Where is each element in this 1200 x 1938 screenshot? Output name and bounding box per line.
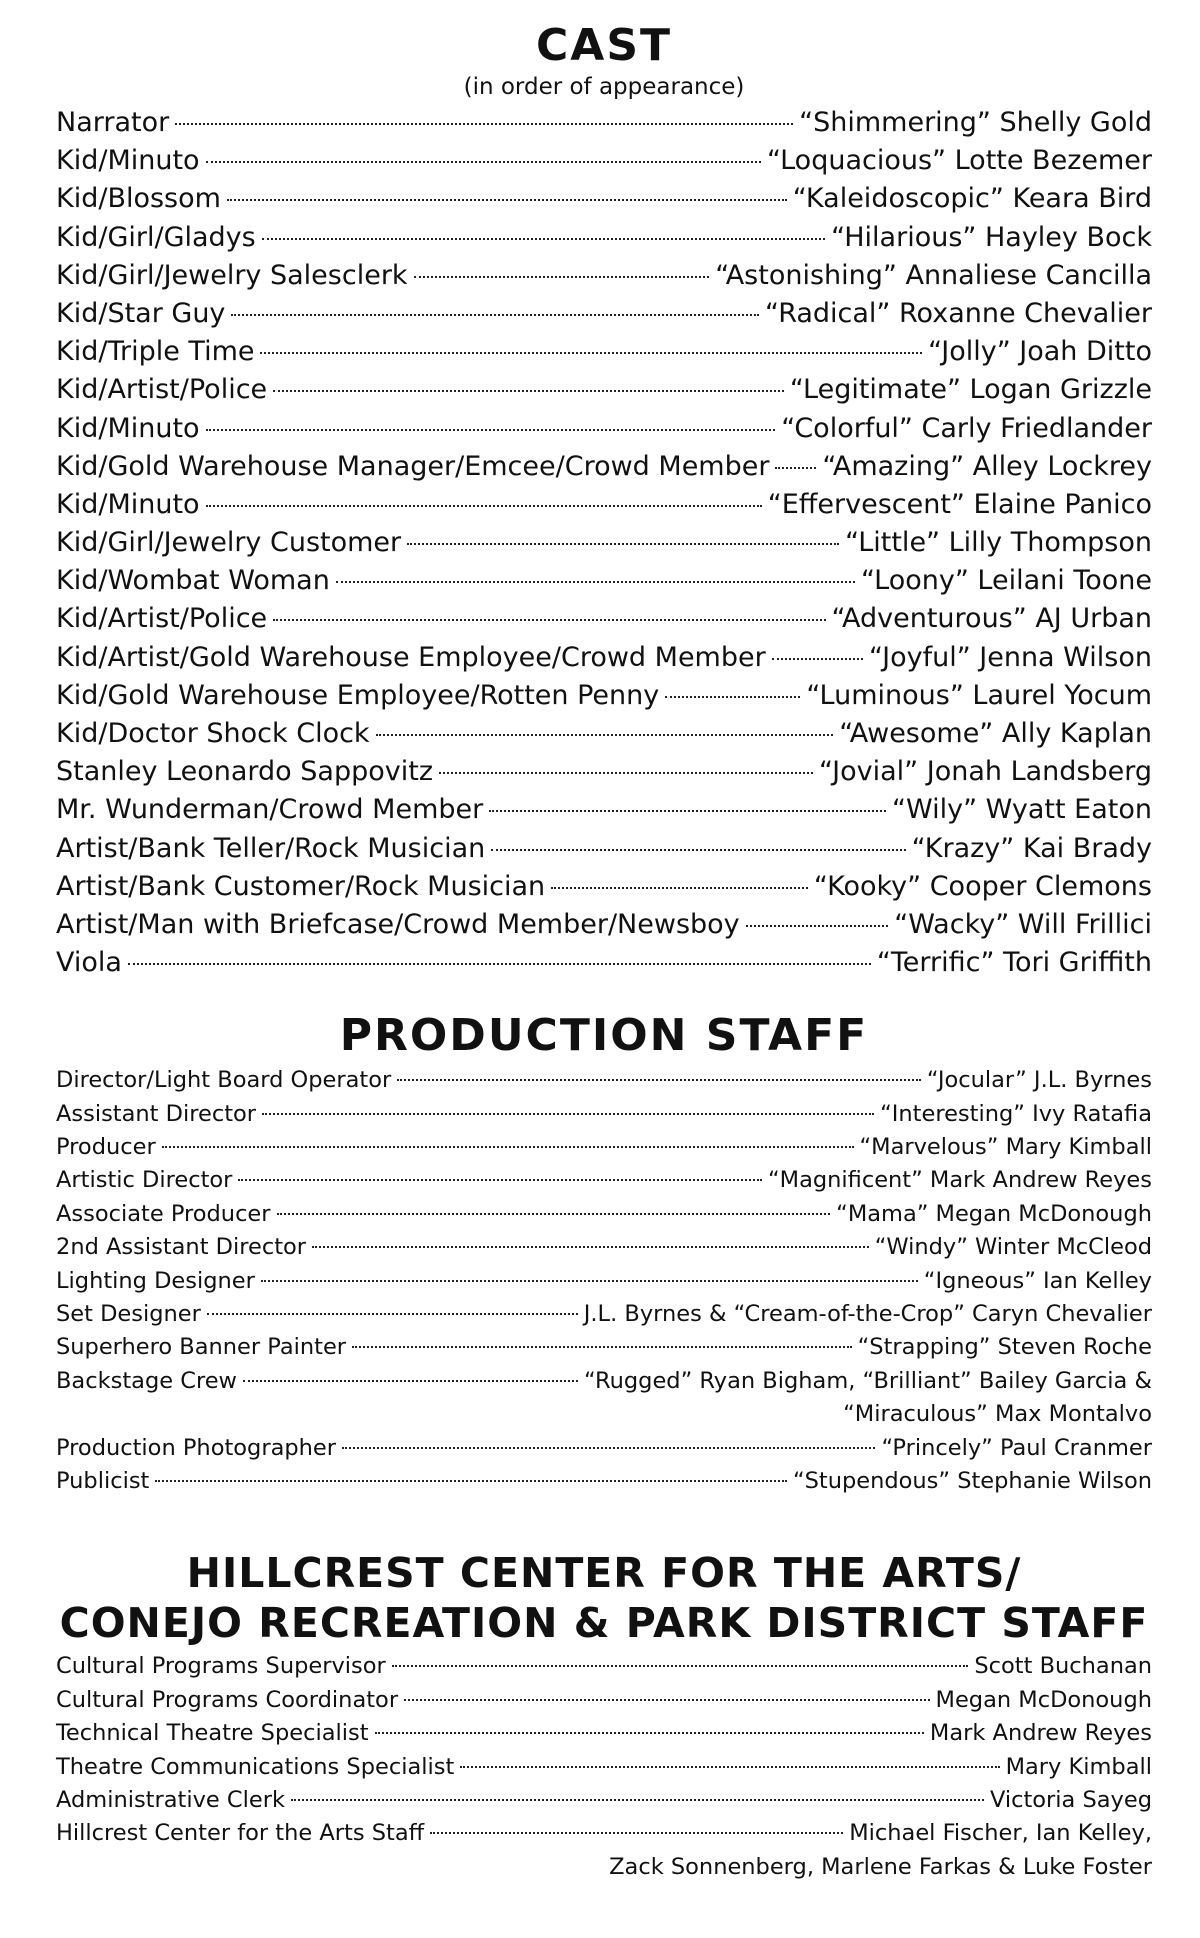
hillcrest-staff-heading	[56, 1548, 1152, 1648]
performer-name: “Mama” Megan McDonough	[836, 1200, 1152, 1227]
role-label: Artist/Bank Customer/Rock Musician	[56, 870, 546, 902]
staff-row	[56, 1751, 1152, 1784]
staff-row	[56, 1164, 1152, 1197]
dot-leader	[404, 1699, 929, 1701]
staff-row	[56, 1817, 1152, 1850]
dot-leader	[414, 276, 710, 278]
dot-leader	[489, 810, 886, 812]
performer-name: Victoria Sayeg	[989, 1786, 1152, 1813]
dot-leader	[207, 1313, 578, 1315]
role-label: Mr. Wunderman/Crowd Member	[56, 794, 484, 826]
name-continuation: Zack Sonnenberg, Marlene Farkas & Luke Foster	[609, 1853, 1152, 1880]
dot-leader	[206, 505, 762, 507]
staff-row	[56, 1717, 1152, 1750]
dot-leader	[291, 1799, 984, 1801]
dot-leader	[273, 619, 825, 621]
role-label: Theatre Communications Specialist	[56, 1753, 455, 1780]
role-label: Kid/Artist/Police	[56, 374, 268, 406]
role-label: Cultural Programs Supervisor	[56, 1653, 386, 1680]
role-label: Administrative Clerk	[56, 1786, 286, 1813]
staff-row	[56, 1198, 1152, 1231]
performer-name: Mary Kimball	[1005, 1753, 1152, 1780]
staff-row	[56, 1098, 1152, 1131]
cast-row	[56, 410, 1152, 448]
dot-leader	[312, 1246, 869, 1248]
performer-name: “Radical” Roxanne Chevalier	[765, 297, 1152, 329]
dot-leader	[775, 467, 816, 469]
performer-name: “Strapping” Steven Roche	[857, 1334, 1152, 1361]
performer-name: “Magnificent” Mark Andrew Reyes	[768, 1167, 1152, 1194]
cast-row	[56, 333, 1152, 371]
role-label: Artist/Man with Briefcase/Crowd Member/Newsboy	[56, 908, 740, 940]
performer-name: “Igneous” Ian Kelley	[923, 1267, 1152, 1294]
staff-row	[56, 1131, 1152, 1164]
cast-subtitle: (in order of appearance)	[463, 74, 745, 100]
role-label: Kid/Triple Time	[56, 336, 255, 368]
dot-leader	[430, 1832, 843, 1834]
role-label: Stanley Leonardo Sappovitz	[56, 756, 433, 788]
cast-row	[56, 524, 1152, 562]
cast-row	[56, 677, 1152, 715]
performer-name: “Astonishing” Annaliese Cancilla	[715, 259, 1152, 291]
performer-name: “Kooky” Cooper Clemons	[813, 870, 1152, 902]
cast-row	[56, 104, 1152, 142]
role-label: Kid/Girl/Jewelry Customer	[56, 527, 402, 559]
cast-row	[56, 142, 1152, 180]
hillcrest-heading-line1: HILLCREST CENTER FOR THE ARTS/	[186, 1549, 1022, 1598]
performer-name: “Legitimate” Logan Grizzle	[789, 374, 1152, 406]
dot-leader	[375, 1732, 924, 1734]
performer-name: Michael Fischer, Ian Kelley,	[849, 1820, 1152, 1847]
dot-leader	[238, 1179, 762, 1181]
dot-leader	[376, 734, 834, 736]
role-label: Production Photographer	[56, 1434, 336, 1461]
performer-name: “Interesting” Ivy Ratafia	[880, 1100, 1152, 1127]
role-label: 2nd Assistant Director	[56, 1234, 307, 1261]
role-label: Technical Theatre Specialist	[56, 1720, 369, 1747]
cast-row	[56, 830, 1152, 868]
cast-row	[56, 448, 1152, 486]
performer-name: “Adventurous” AJ Urban	[831, 603, 1152, 635]
role-label: Set Designer	[56, 1301, 201, 1328]
performer-name: “Loony” Leilani Toone	[860, 565, 1152, 597]
role-label: Publicist	[56, 1468, 150, 1494]
performer-name: Mark Andrew Reyes	[929, 1720, 1152, 1747]
performer-name: “Little” Lilly Thompson	[845, 527, 1152, 559]
performer-name: “Colorful” Carly Friedlander	[781, 412, 1152, 444]
performer-name: “Effervescent” Elaine Panico	[767, 488, 1152, 520]
role-label: Hillcrest Center for the Arts Staff	[56, 1820, 425, 1847]
role-label: Kid/Minuto	[56, 145, 200, 177]
cast-row	[56, 791, 1152, 829]
production-staff-heading: PRODUCTION STAFF	[339, 1010, 869, 1062]
cast-row	[56, 486, 1152, 524]
dot-leader	[227, 199, 787, 201]
hillcrest-staff-list	[56, 1650, 1152, 1884]
role-label: Viola	[56, 947, 122, 979]
staff-row	[56, 1265, 1152, 1298]
dot-leader	[665, 696, 800, 698]
performer-name: “Jocular” J.L. Byrnes	[926, 1067, 1152, 1094]
role-label: Associate Producer	[56, 1200, 271, 1227]
staff-row	[56, 1064, 1152, 1097]
dot-leader	[491, 849, 905, 851]
role-label: Kid/Star Guy	[56, 297, 226, 329]
performer-name: “Jolly” Joah Ditto	[928, 336, 1152, 368]
dot-leader	[392, 1665, 969, 1667]
dot-leader	[352, 1346, 852, 1348]
dot-leader	[206, 161, 761, 163]
cast-row	[56, 180, 1152, 218]
dot-leader	[128, 963, 871, 965]
performer-name: “Joyful” Jenna Wilson	[868, 641, 1152, 673]
cast-list	[56, 104, 1152, 982]
staff-row	[56, 1432, 1152, 1465]
cast-row	[56, 639, 1152, 677]
role-label: Kid/Girl/Gladys	[56, 221, 256, 253]
staff-row	[56, 1331, 1152, 1364]
role-label: Kid/Artist/Police	[56, 603, 268, 635]
dot-leader	[261, 1280, 918, 1282]
role-label: Cultural Programs Coordinator	[56, 1686, 399, 1713]
performer-name: “Marvelous” Mary Kimball	[859, 1134, 1152, 1161]
performer-name: “Wacky” Will Frillici	[894, 908, 1152, 940]
role-label: Assistant Director	[56, 1100, 257, 1127]
dot-leader	[746, 925, 889, 927]
performer-name: “Amazing” Alley Lockrey	[822, 450, 1152, 482]
role-label: Kid/Gold Warehouse Manager/Emcee/Crowd Member	[56, 450, 770, 482]
performer-name: “Princely” Paul Cranmer	[881, 1434, 1152, 1461]
dot-leader	[772, 658, 863, 660]
staff-row	[56, 1650, 1152, 1683]
role-label: Director/Light Board Operator	[56, 1067, 392, 1094]
performer-name: “Stupendous” Stephanie Wilson	[792, 1468, 1152, 1494]
role-label: Backstage Crew	[56, 1367, 237, 1394]
role-label: Kid/Artist/Gold Warehouse Employee/Crowd Member	[56, 641, 766, 673]
name-continuation: “Miraculous” Max Montalvo	[843, 1401, 1152, 1428]
role-label: Kid/Wombat Woman	[56, 565, 330, 597]
dot-leader	[277, 1213, 831, 1215]
performer-name: Scott Buchanan	[974, 1653, 1152, 1680]
performer-name: “Wily” Wyatt Eaton	[892, 794, 1152, 826]
performer-name: “Jovial” Jonah Landsberg	[819, 756, 1152, 788]
dot-leader	[262, 238, 825, 240]
performer-name: “Loquacious” Lotte Bezemer	[766, 145, 1152, 177]
dot-leader	[336, 581, 855, 583]
performer-name: Megan McDonough	[935, 1686, 1152, 1713]
dot-leader	[155, 1480, 787, 1482]
cast-heading: CAST	[535, 20, 673, 71]
role-label: Kid/Blossom	[56, 183, 221, 215]
role-label: Kid/Gold Warehouse Employee/Rotten Penny	[56, 679, 660, 711]
role-label: Artist/Bank Teller/Rock Musician	[56, 832, 486, 864]
dot-leader	[243, 1380, 578, 1382]
dot-leader	[273, 390, 784, 392]
dot-leader	[342, 1447, 875, 1449]
cast-row	[56, 944, 1152, 982]
dot-leader	[162, 1146, 854, 1148]
program-page	[56, 20, 1152, 1884]
role-label: Narrator	[56, 107, 170, 138]
cast-row	[56, 868, 1152, 906]
cast-row	[56, 219, 1152, 257]
role-label: Kid/Minuto	[56, 412, 200, 444]
staff-row	[56, 1231, 1152, 1264]
performer-name: “Rugged” Ryan Bigham, “Brilliant” Bailey Garcia &	[584, 1367, 1152, 1394]
cast-row	[56, 295, 1152, 333]
performer-name: J.L. Byrnes & “Cream-of-the-Crop” Caryn Chevalier	[583, 1301, 1152, 1328]
cast-row	[56, 371, 1152, 409]
role-label: Kid/Minuto	[56, 488, 200, 520]
dot-leader	[260, 352, 922, 354]
performer-name: “Terrific” Tori Griffith	[876, 947, 1152, 979]
performer-name: “Kaleidoscopic” Keara Bird	[792, 183, 1152, 215]
role-label: Producer	[56, 1134, 156, 1161]
hillcrest-heading-line2: CONEJO RECREATION & PARK DISTRICT STAFF	[59, 1599, 1149, 1648]
role-label: Kid/Doctor Shock Clock	[56, 718, 370, 749]
role-label: Lighting Designer	[56, 1267, 255, 1294]
cast-row	[56, 715, 1152, 753]
cast-row	[56, 600, 1152, 638]
performer-name: “Windy” Winter McCleod	[874, 1234, 1152, 1261]
performer-name: “Shimmering” Shelly Gold	[799, 107, 1152, 138]
performer-name: “Hilarious” Hayley Bock	[831, 221, 1152, 253]
dot-leader	[551, 887, 808, 889]
dot-leader	[397, 1079, 921, 1081]
cast-row	[56, 257, 1152, 295]
cast-row	[56, 753, 1152, 791]
dot-leader	[175, 123, 793, 125]
role-label: Artistic Director	[56, 1167, 233, 1194]
dot-leader	[439, 772, 813, 774]
production-staff-list	[56, 1064, 1152, 1498]
performer-name: “Krazy” Kai Brady	[911, 832, 1152, 864]
cast-row	[56, 562, 1152, 600]
staff-row	[56, 1298, 1152, 1331]
dot-leader	[262, 1113, 874, 1115]
role-label: Superhero Banner Painter	[56, 1334, 347, 1361]
dot-leader	[206, 429, 776, 431]
staff-row	[56, 1784, 1152, 1817]
staff-row	[56, 1684, 1152, 1717]
cast-row	[56, 906, 1152, 944]
performer-name: “Awesome” Ally Kaplan	[839, 718, 1152, 749]
dot-leader	[407, 543, 839, 545]
role-label: Kid/Girl/Jewelry Salesclerk	[56, 259, 408, 291]
dot-leader	[231, 314, 759, 316]
performer-name: “Luminous” Laurel Yocum	[806, 679, 1152, 711]
dot-leader	[460, 1766, 999, 1768]
staff-row	[56, 1365, 1152, 1398]
staff-row	[56, 1465, 1152, 1498]
